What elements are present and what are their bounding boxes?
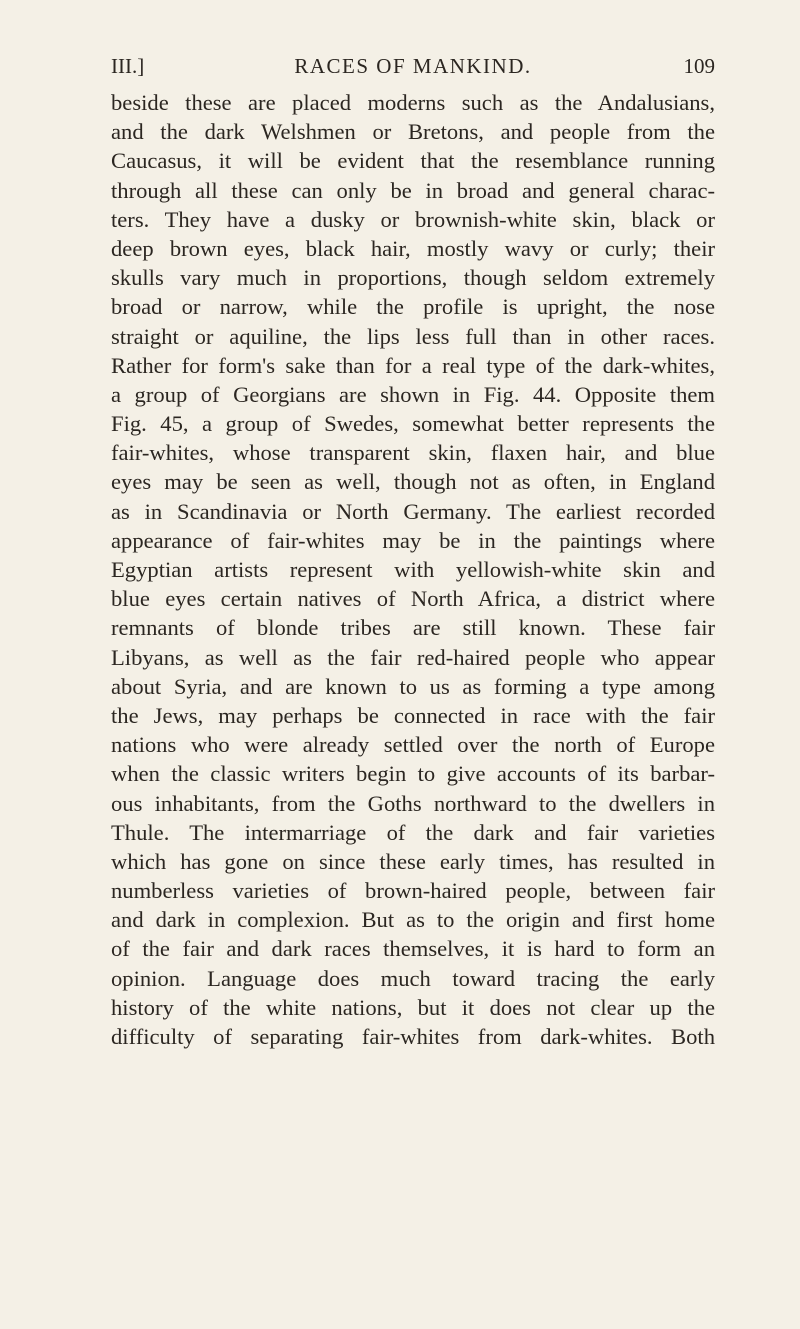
text-line: opinion. Language does much toward tracing the early [111, 965, 715, 991]
text-line: through all these can only be in broad and general charac- [111, 177, 715, 203]
text-line: blue eyes certain natives of North Africa, a district where [111, 586, 715, 612]
text-line: when the classic writers begin to give accounts of its barbar- [111, 761, 715, 787]
text-line: Thule. The intermarriage of the dark and fair varieties [111, 819, 715, 845]
text-line: Caucasus, it will be evident that the resemblance running [111, 148, 715, 174]
text-line: Rather for form's sake than for a real type of the dark-whites, [111, 352, 715, 378]
text-line: straight or aquiline, the lips less full than in other races. [111, 323, 715, 349]
text-line: difficulty of separating fair-whites from dark-whites. Both [111, 1024, 715, 1049]
text-line: and dark in complexion. But as to the origin and first home [111, 907, 715, 933]
text-line: of the fair and dark races themselves, it is hard to form an [111, 936, 715, 962]
text-line: deep brown eyes, black hair, mostly wavy or curly; their [111, 235, 715, 261]
text-line: Fig. 45, a group of Swedes, somewhat better represents the [111, 411, 715, 437]
text-line: numberless varieties of brown-haired people, between fair [111, 878, 715, 904]
text-line: skulls vary much in proportions, though seldom extremely [111, 265, 715, 291]
text-line: remnants of blonde tribes are still known. These fair [111, 615, 715, 641]
text-line: broad or narrow, while the profile is upright, the nose [111, 294, 715, 320]
text-line: appearance of fair-whites may be in the paintings where [111, 527, 715, 553]
text-line: ters. They have a dusky or brownish-white skin, black or [111, 206, 715, 232]
text-line: Libyans, as well as the fair red-haired people who appear [111, 644, 715, 670]
text-line: and the dark Welshmen or Bretons, and people from the [111, 119, 715, 145]
text-line: about Syria, and are known to us as forming a type among [111, 673, 715, 699]
text-line: nations who were already settled over the north of Europe [111, 732, 715, 758]
running-head [111, 54, 715, 84]
text-line: the Jews, may perhaps be connected in race with the fair [111, 702, 715, 728]
running-title: RACES OF MANKIND. [294, 54, 532, 78]
text-line: which has gone on since these early times, has resulted in [111, 848, 715, 874]
text-line: as in Scandinavia or North Germany. The earliest recorded [111, 498, 715, 524]
text-line: Egyptian artists represent with yellowish-white skin and [111, 557, 715, 582]
chapter-number: III.] [111, 54, 145, 78]
text-line: beside these are placed moderns such as the Andalusians, [111, 90, 715, 115]
text-line: ous inhabitants, from the Goths northward to the dwellers in [111, 790, 715, 816]
text-line: history of the white nations, but it does not clear up the [111, 994, 715, 1020]
body-text [111, 88, 715, 1051]
text-line: eyes may be seen as well, though not as often, in England [111, 469, 715, 495]
page-number: 109 [683, 54, 715, 78]
text-line: fair-whites, whose transparent skin, flaxen hair, and blue [111, 440, 715, 466]
text-line: a group of Georgians are shown in Fig. 44. Opposite them [111, 381, 715, 407]
